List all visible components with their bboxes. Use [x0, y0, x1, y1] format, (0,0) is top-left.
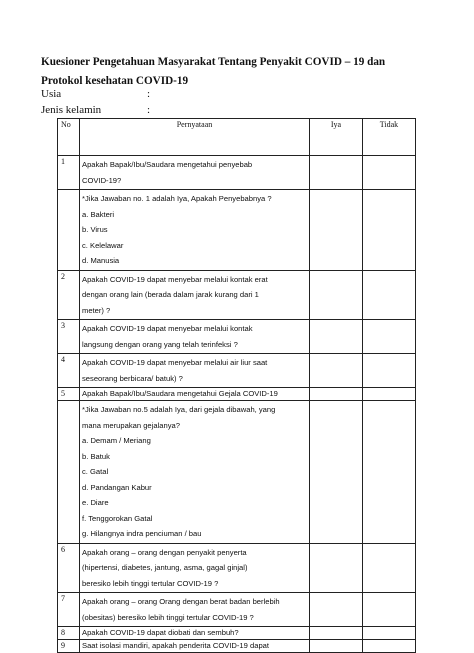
answer-yes-cell[interactable] [310, 593, 363, 627]
table-row [58, 320, 416, 354]
gender-field [41, 104, 151, 116]
table-row [58, 627, 416, 640]
statement-line: Apakah Bapak/Ibu/Saudara mengetahui penyebab [82, 160, 253, 169]
statement-line: Apakah Bapak/Ibu/Saudara mengetahui Gejala COVID-19 [82, 389, 278, 398]
table-row [58, 401, 416, 544]
row-statement [80, 156, 310, 190]
table-row [58, 190, 416, 271]
row-number: 7 [58, 593, 80, 627]
answer-yes-cell[interactable] [310, 156, 363, 190]
row-number: 9 [58, 640, 80, 653]
statement-line: f. Tenggorokan Gatal [82, 513, 153, 523]
row-number: 1 [58, 156, 80, 190]
answer-no-cell[interactable] [363, 640, 416, 653]
row-statement [80, 593, 310, 627]
table-row [58, 593, 416, 627]
statement-line: e. Diare [82, 498, 109, 507]
header-yes: Iya [310, 119, 363, 156]
row-statement [80, 190, 310, 271]
statement-line: g. Hilangnya indra penciuman / bau [82, 529, 202, 538]
header-no-answer: Tidak [363, 119, 416, 156]
statement-line: dengan orang lain (berada dalam jarak kurang dari 1 [82, 290, 259, 299]
row-statement [80, 270, 310, 320]
row-number [58, 401, 80, 544]
answer-yes-cell[interactable] [310, 543, 363, 593]
answer-no-cell[interactable] [363, 190, 416, 271]
statement-line: Apakah COVID-19 dapat menyebar melalui air liur saat [82, 358, 268, 367]
statement-line: Apakah COVID-19 dapat menyebar melalui kontak [82, 324, 253, 333]
statement-line: d. Manusia [82, 256, 120, 265]
table-row [58, 270, 416, 320]
statement-line: d. Pandangan Kabur [82, 482, 152, 492]
statement-line: c. Kelelawar [82, 240, 124, 250]
questionnaire-table [57, 118, 416, 653]
statement-line: (obesitas) beresiko lebih tinggi tertular COVID-19 ? [82, 612, 254, 622]
answer-yes-cell[interactable] [310, 320, 363, 354]
answer-no-cell[interactable] [363, 627, 416, 640]
statement-line: langsung dengan orang yang telah terinfeksi ? [82, 339, 238, 349]
answer-yes-cell[interactable] [310, 190, 363, 271]
age-field [41, 88, 151, 100]
age-colon: : [147, 88, 151, 100]
statement-line: Saat isolasi mandiri, apakah penderita COVID-19 dapat [82, 641, 269, 650]
row-statement [80, 388, 310, 401]
row-statement [80, 354, 310, 388]
row-number [58, 190, 80, 271]
statement-line: c. Gatal [82, 467, 109, 476]
statement-line: a. Demam / Meriang [82, 436, 151, 445]
statement-line: *Jika Jawaban no.5 adalah Iya, dari gejala dibawah, yang [82, 405, 276, 414]
row-statement [80, 543, 310, 593]
answer-yes-cell[interactable] [310, 401, 363, 544]
answer-no-cell[interactable] [363, 270, 416, 320]
row-statement [80, 640, 310, 653]
row-number: 2 [58, 270, 80, 320]
answer-no-cell[interactable] [363, 354, 416, 388]
statement-line: Apakah orang – orang Orang dengan berat badan berlebih [82, 597, 280, 606]
row-number: 5 [58, 388, 80, 401]
row-statement [80, 320, 310, 354]
title-line-1: Kuesioner Pengetahuan Masyarakat Tentang Penyakit COVID – 19 dan [41, 56, 386, 68]
header-no: No [58, 119, 80, 156]
statement-line: Apakah COVID-19 dapat diobati dan sembuh? [82, 628, 239, 637]
answer-yes-cell[interactable] [310, 640, 363, 653]
row-statement [80, 401, 310, 544]
row-number: 8 [58, 627, 80, 640]
title-line-2: Protokol kesehatan COVID-19 [41, 75, 189, 87]
answer-yes-cell[interactable] [310, 270, 363, 320]
row-number: 6 [58, 543, 80, 593]
statement-line: meter) ? [82, 305, 111, 315]
statement-line: b. Virus [82, 225, 108, 234]
statement-line: a. Bakteri [82, 209, 115, 219]
answer-no-cell[interactable] [363, 320, 416, 354]
table-row [58, 543, 416, 593]
answer-no-cell[interactable] [363, 156, 416, 190]
row-statement [80, 627, 310, 640]
statement-line: mana merupakan gejalanya? [82, 420, 180, 430]
answer-no-cell[interactable] [363, 593, 416, 627]
table-row [58, 388, 416, 401]
header-statement: Pernyataan [80, 119, 310, 156]
statement-line: Apakah orang – orang dengan penyakit penyerta [82, 547, 247, 557]
table-header-row [58, 119, 416, 156]
statement-line: COVID-19? [82, 175, 122, 185]
answer-no-cell[interactable] [363, 543, 416, 593]
answer-no-cell[interactable] [363, 388, 416, 401]
row-number: 4 [58, 354, 80, 388]
table-row [58, 354, 416, 388]
statement-line: b. Batuk [82, 451, 110, 461]
statement-line: *Jika Jawaban no. 1 adalah Iya, Apakah Penyebabnya ? [82, 194, 272, 203]
statement-line: beresiko lebih tinggi tertular COVID-19 ? [82, 578, 219, 588]
statement-line: seseorang berbicara/ batuk) ? [82, 373, 183, 383]
answer-yes-cell[interactable] [310, 354, 363, 388]
row-number: 3 [58, 320, 80, 354]
answer-yes-cell[interactable] [310, 388, 363, 401]
table-row [58, 156, 416, 190]
document-title [41, 53, 441, 91]
statement-line: Apakah COVID-19 dapat menyebar melalui kontak erat [82, 274, 268, 284]
statement-line: (hipertensi, diabetes, jantung, asma, gagal ginjal) [82, 563, 248, 572]
answer-no-cell[interactable] [363, 401, 416, 544]
answer-yes-cell[interactable] [310, 627, 363, 640]
table-body [58, 156, 416, 653]
gender-label: Jenis kelamin [41, 104, 102, 116]
table-row [58, 640, 416, 653]
gender-colon: : [147, 104, 151, 116]
age-label: Usia [41, 88, 62, 100]
